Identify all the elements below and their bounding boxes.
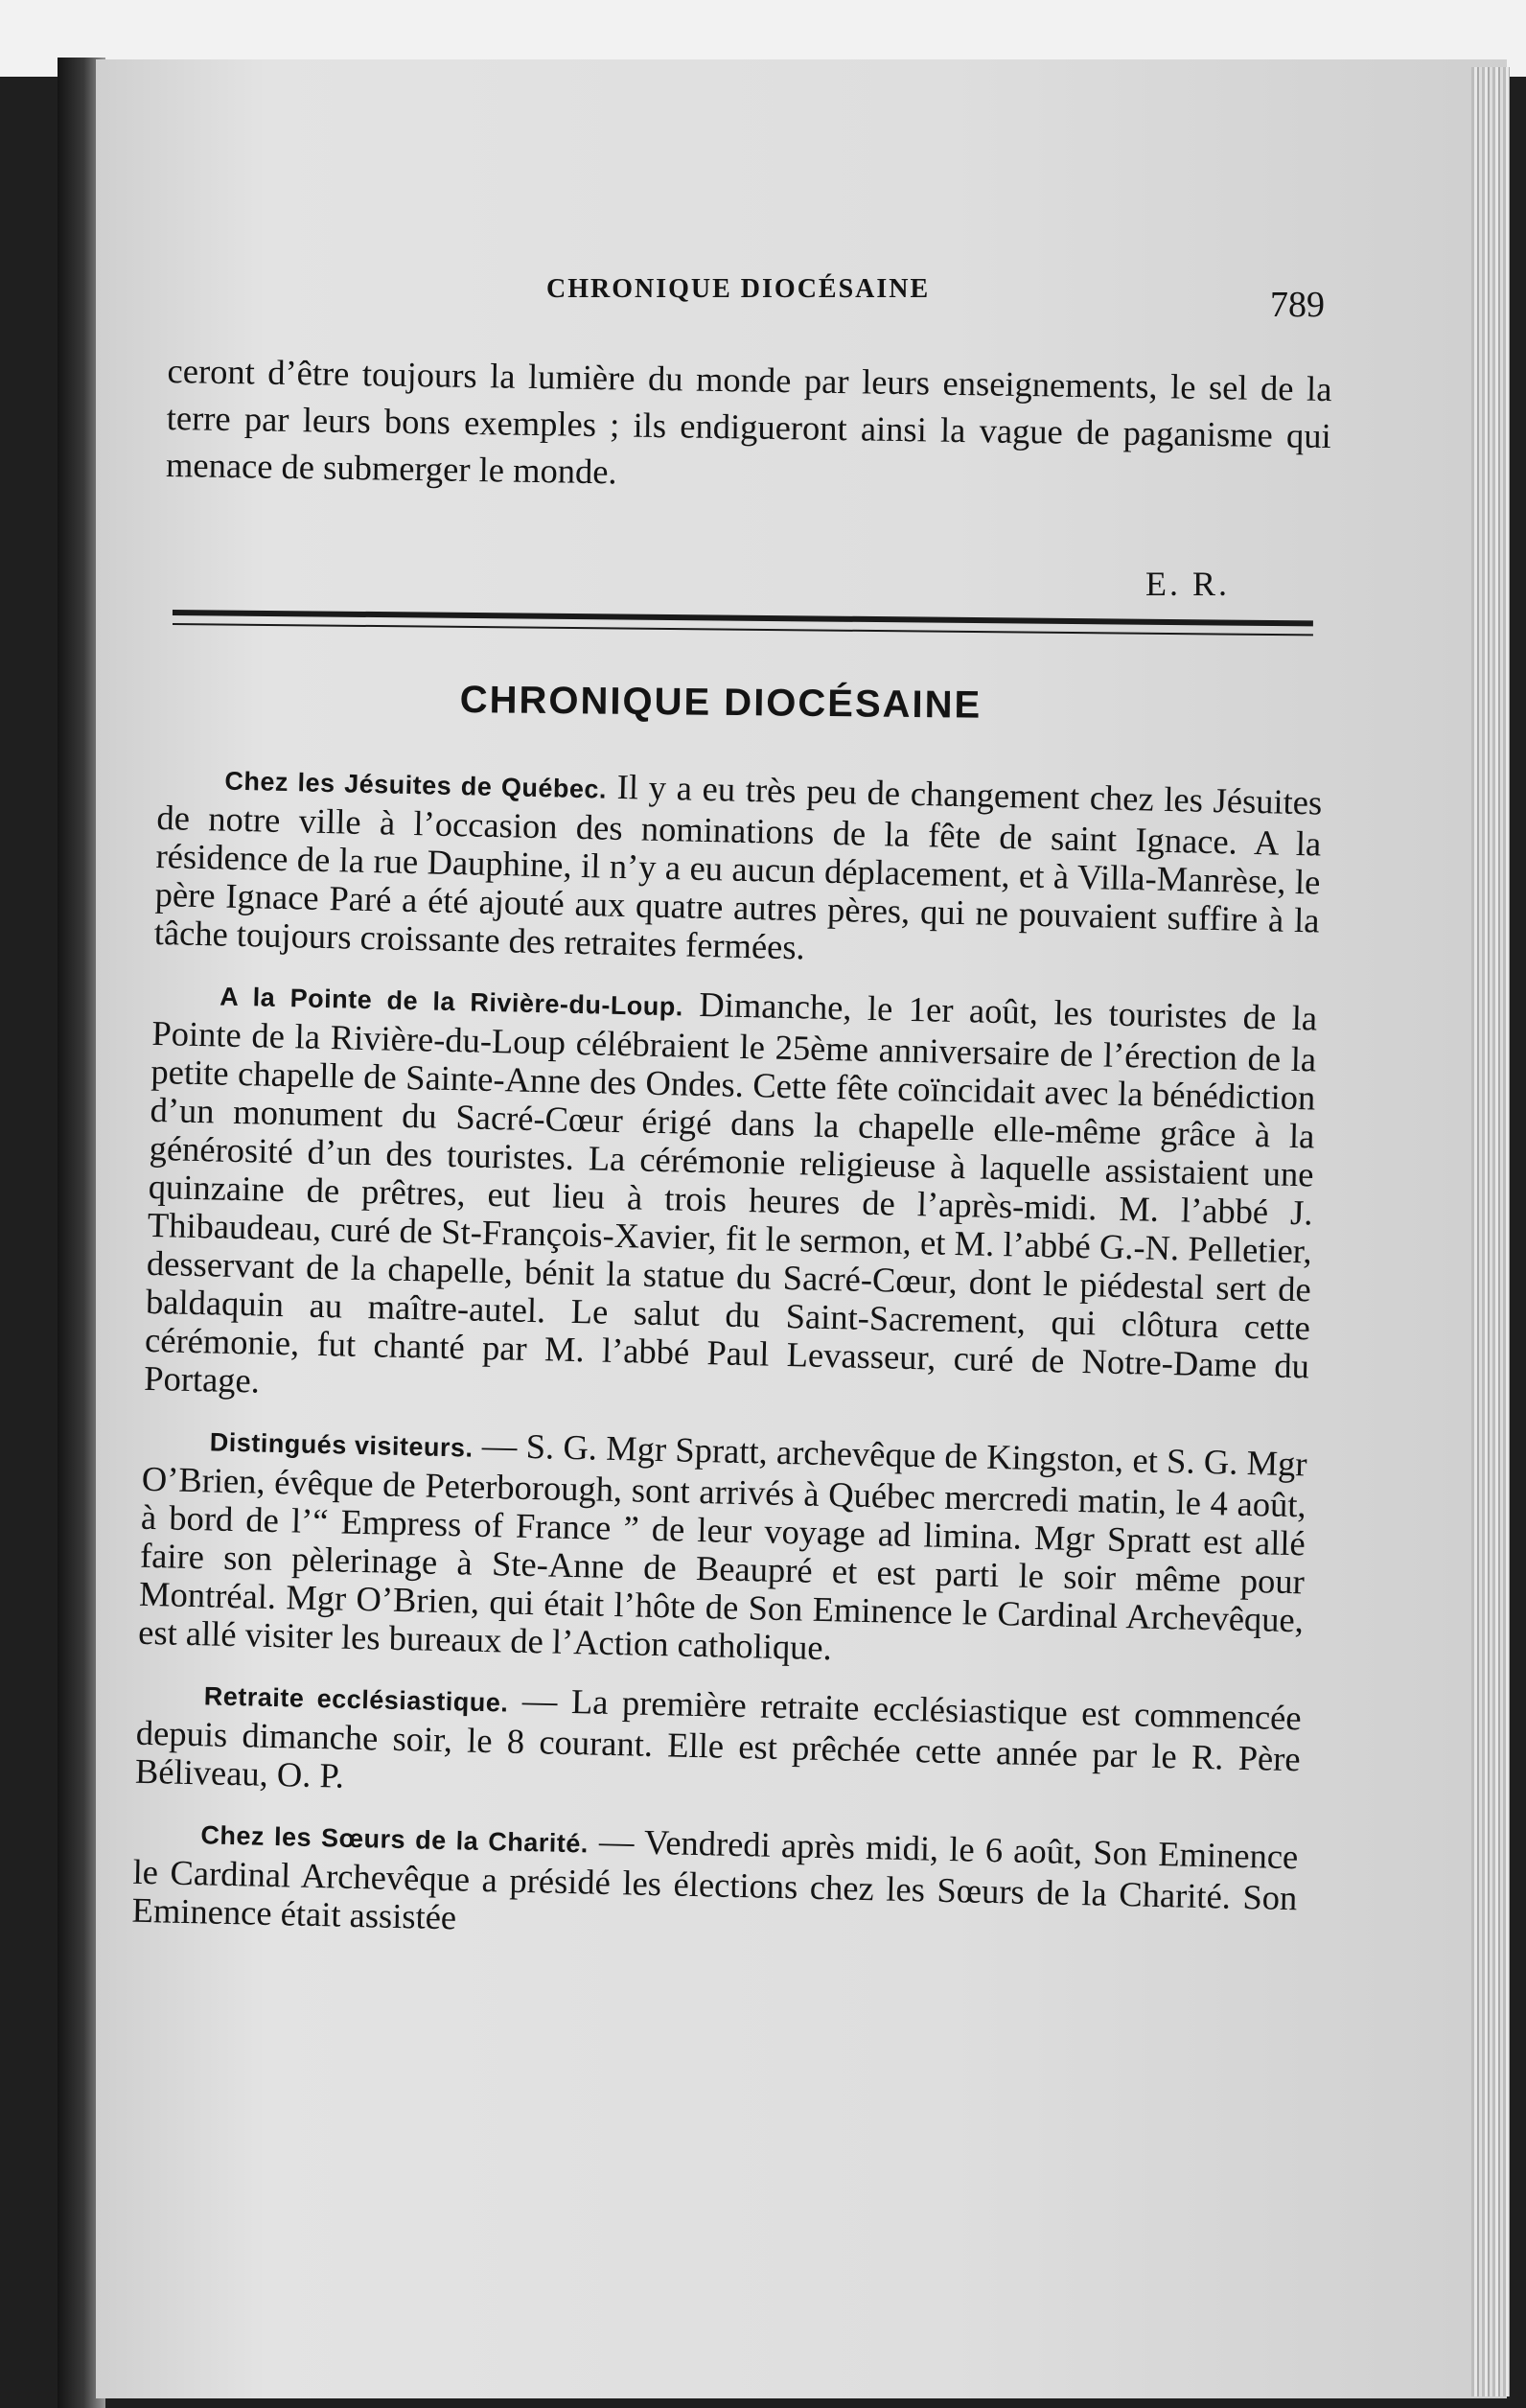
item-text: Il y a eu très peu de changement chez les Jésuites de notre ville à l’occasion des nominations de la fête de saint Ignace. A la résidence de la rue Dauphine, il n’y a eu aucun déplacement, et à Villa-Manrèse, le père Ignace Paré a été ajouté aux quatre autres pères, qui ne pouvaient suffire à la tâche toujours croissante des retraites fermées. <box>153 766 1323 967</box>
item-heading: Chez les Jésuites de Québec. <box>224 766 608 804</box>
chronicle-item <box>153 757 1322 979</box>
intro-paragraph <box>166 347 1332 506</box>
item-text: Dimanche, le 1er août, les touristes de la Pointe de la Rivière-du-Loup célébraient le 25ème anniversaire de l’érection de la petite chapelle de Sainte-Anne des Ondes. Cette fête coïncidait avec la bénédiction d’un monument du Sacré-Cœur érigé dans la chapelle elle-même grâce à la générosité d’un des touristes. La cérémonie religieuse à laquelle assistaient une quinzaine de prêtres, eut lieu à trois heures de l’après-midi. M. l’abbé J. Thibaudeau, curé de St-François-Xavier, fit le sermon, et M. l’abbé G.-N. Pelletier, desservant de la chapelle, bénit la statue du Sacré-Cœur, dont le piédestal sert de baldaquin au maître-autel. Le salut du Saint-Sacrement, qui clôtura cette cérémonie, fut chanté par M. l’abbé Paul Levasseur, curé de Notre-Dame du Portage. <box>143 984 1318 1401</box>
chronicle-item <box>138 1419 1307 1679</box>
chronicle-item <box>144 973 1318 1424</box>
page-edge-stack <box>1471 67 1510 2396</box>
item-text: — S. G. Mgr Spratt, archevêque de Kingston, et S. G. Mgr O’Brien, évêque de Peterborough, sont arrivés à Québec mercredi matin, le 4 août, à bord de l’“ Empress of France ” de leur voyage ad limina. Mgr Spratt est allé faire son pèlerinage à Ste-Anne de Beaupré et est parti le soir même pour Montréal. Mgr O’Brien, qui était l’hôte de Son Eminence le Cardinal Archevêque, est allé visiter les bureaux de l’Action catholique. <box>137 1424 1308 1668</box>
item-heading: A la Pointe de la Rivière-du-Loup. <box>220 982 684 1022</box>
chronicle-item <box>131 1812 1298 1956</box>
author-signature: E. R. <box>1145 565 1231 603</box>
item-heading: Retraite ecclésiastique. <box>203 1681 509 1718</box>
item-text: — Vendredi après midi, le 6 août, Son Eminence le Cardinal Archevêque a présidé les élections chez les Sœurs de la Charité. Son Eminence était assistée <box>131 1820 1299 1937</box>
item-heading: Distingués visiteurs. <box>209 1427 474 1463</box>
page-number: 789 <box>1270 285 1325 325</box>
item-heading: Chez les Sœurs de la Charité. <box>200 1820 590 1859</box>
running-head: CHRONIQUE DIOCÉSAINE <box>546 274 931 304</box>
intro-text: ceront d’être toujours la lumière du monde par leurs enseignements, le sel de la terre par leurs bons exemples ; ils endigueront ainsi la vague de paganisme qui menace de submerger le monde. <box>165 350 1332 492</box>
chronicle-item <box>135 1673 1302 1818</box>
item-text: — La première retraite ecclésiastique est commencée depuis dimanche soir, le 8 courant. Elle est prêchée cette année par le R. Père Béliveau, O. P. <box>134 1679 1303 1795</box>
section-title: CHRONIQUE DIOCÉSAINE <box>459 679 983 727</box>
chronicle-items <box>131 757 1323 1977</box>
